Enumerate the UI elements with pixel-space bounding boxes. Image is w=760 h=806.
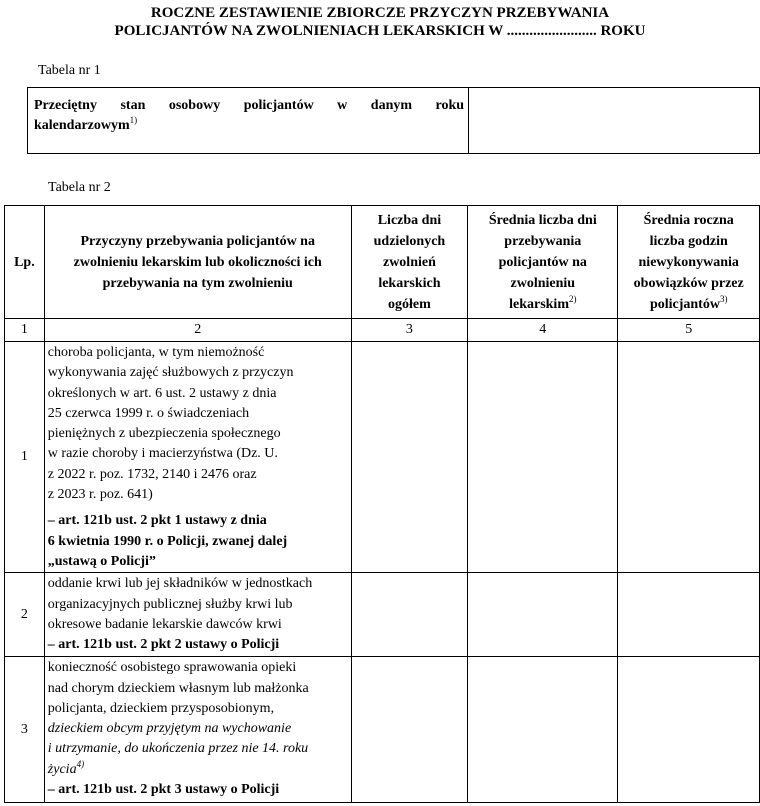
- header-line: zwolnieniu lekarskim lub okoliczności ich: [73, 254, 322, 270]
- row-description-text: [48, 574, 347, 635]
- header-avg-hours: [618, 206, 760, 319]
- footnote-marker-2: 2): [568, 293, 577, 304]
- row-days-total-cell[interactable]: [351, 342, 468, 573]
- header-line: Liczba dni: [377, 212, 442, 228]
- column-numbers-row: [5, 319, 760, 342]
- column-number-2: 2: [44, 319, 351, 342]
- row-description: [44, 342, 351, 573]
- description-line: oddanie krwi lub jej składników w jednostkach: [47, 576, 313, 592]
- table-row: [5, 342, 760, 573]
- header-line: udzielonych: [373, 233, 446, 249]
- row-lp: 3: [5, 657, 45, 803]
- row-legal-basis: [48, 780, 347, 800]
- description-line: pieniężnych z ubezpieczenia społecznego: [47, 426, 281, 442]
- header-avg-hours-last-line: [618, 294, 759, 315]
- row-avg-hours-cell[interactable]: [618, 657, 760, 803]
- header-line: przebywania na tym zwolnieniu: [102, 275, 293, 291]
- header-line: Średnia liczba dni: [488, 212, 597, 228]
- header-avg-hours-text: [618, 210, 759, 294]
- row-avg-hours-cell[interactable]: [618, 342, 760, 573]
- header-line: Średnia roczna: [643, 212, 734, 228]
- description-line: choroba policjanta, w tym niemożność: [47, 345, 265, 360]
- average-staff-label: [28, 88, 469, 154]
- description-italic-line: dzieckiem obcym przyjętym na wychowanie: [47, 721, 292, 737]
- column-number-4: 4: [468, 319, 618, 342]
- label-word: osobowy: [168, 98, 221, 113]
- header-avg-days-last: lekarskim: [509, 296, 569, 312]
- row-description: [44, 573, 351, 657]
- footnote-marker-3: 3): [719, 293, 728, 304]
- column-number-5: 5: [618, 319, 760, 342]
- footnote-marker-1: 1): [129, 115, 138, 125]
- row-avg-days-cell[interactable]: [468, 342, 618, 573]
- header-reasons-text: [45, 231, 351, 294]
- row-description-text: [48, 343, 347, 505]
- table-2: [4, 205, 760, 803]
- table2-label: Tabela nr 2: [48, 180, 111, 195]
- header-line: zwolnieniu: [510, 275, 576, 291]
- row-description-text: [48, 658, 347, 719]
- footnote-marker-4: 4): [76, 758, 85, 769]
- description-line: policjanta, dzieckiem przysposobionym,: [47, 700, 275, 716]
- row-legal-basis: [48, 511, 347, 572]
- legal-basis-line: – art. 121b ust. 2 pkt 2 ustawy o Policji: [47, 637, 280, 653]
- title-line-1: ROCZNE ZESTAWIENIE ZBIORCZE PRZYCZYN PRZEBYWANIA: [150, 5, 610, 21]
- label-word: roku: [435, 98, 465, 113]
- row-days-total-cell[interactable]: [351, 573, 468, 657]
- row-description-italic-last: [48, 760, 347, 780]
- description-line: z 2023 r. poz. 641): [47, 487, 153, 503]
- description-line: okresowe badanie lekarskie dawców krwi: [47, 616, 282, 632]
- header-line: niewykonywania: [638, 254, 739, 270]
- header-line: ogółem: [388, 296, 431, 312]
- header-avg-days-last-line: [468, 294, 617, 315]
- header-reasons: [44, 206, 351, 319]
- column-number-3: 3: [351, 319, 468, 342]
- row-lp: 2: [5, 573, 45, 657]
- header-lp: Lp.: [5, 206, 45, 319]
- row-avg-hours-cell[interactable]: [618, 573, 760, 657]
- header-days-total-text: [352, 210, 468, 315]
- description-line: konieczność osobistego sprawowania opieki: [47, 660, 297, 676]
- header-line: zwolnień: [382, 254, 436, 270]
- label-word: stan: [120, 98, 146, 113]
- description-line: nad chorym dzieckiem własnym lub małżonka: [47, 680, 309, 696]
- average-staff-value-cell[interactable]: [469, 88, 760, 154]
- legal-basis-line: 6 kwietnia 1990 r. o Policji, zwanej dalej: [47, 533, 288, 549]
- header-line: liczba godzin: [649, 233, 728, 249]
- legal-basis-line: „ustawą o Policji”: [47, 553, 156, 569]
- table2-header-row: [5, 206, 760, 319]
- table1-label: Tabela nr 1: [38, 63, 101, 78]
- description-italic-line: i utrzymanie, do ukończenia przez nie 14. roku: [47, 741, 309, 757]
- header-avg-days-text: [468, 210, 617, 294]
- label-word: danym: [370, 98, 413, 113]
- row-avg-days-cell[interactable]: [468, 657, 618, 803]
- legal-basis-line: – art. 121b ust. 2 pkt 1 ustawy z dnia: [47, 513, 267, 529]
- header-line: Przyczyny przebywania policjantów na: [80, 233, 315, 249]
- table-row: [5, 657, 760, 803]
- label-word: Przeciętny: [34, 98, 97, 113]
- average-staff-label-text: kalendarzowym: [34, 118, 130, 133]
- header-line: policjantów na: [498, 254, 587, 270]
- average-staff-label-line-1: [34, 96, 464, 116]
- description-line: wykonywania zajęć służbowych z przyczyn: [47, 365, 294, 381]
- description-line: 25 czerwca 1999 r. o świadczeniach: [47, 405, 250, 421]
- label-word: w: [337, 98, 348, 113]
- title-line-2: POLICJANTÓW NA ZWOLNIENIACH LEKARSKICH W ........................ ROKU: [114, 23, 646, 39]
- column-number-1: 1: [5, 319, 45, 342]
- header-avg-days: [468, 206, 618, 319]
- average-staff-label-line-2: [34, 116, 464, 136]
- header-days-total: [351, 206, 468, 319]
- row-lp: 1: [5, 342, 45, 573]
- table1-row: [28, 88, 760, 154]
- table-1: [27, 87, 760, 154]
- legal-basis-line: – art. 121b ust. 2 pkt 3 ustawy o Policji: [47, 782, 280, 798]
- description-line: organizacyjnych publicznej służby krwi lub: [47, 596, 293, 612]
- header-line: przebywania: [504, 233, 582, 249]
- table-row: [5, 573, 760, 657]
- description-line: określonych w art. 6 ust. 2 ustawy z dnia: [47, 385, 277, 401]
- row-avg-days-cell[interactable]: [468, 573, 618, 657]
- row-description: [44, 657, 351, 803]
- description-line: z 2022 r. poz. 1732, 2140 i 2476 oraz: [47, 466, 257, 482]
- row-legal-basis: [48, 635, 347, 655]
- document-title: [0, 4, 760, 40]
- italic-last-word: życia: [47, 761, 77, 777]
- header-line: lekarskich: [378, 275, 441, 291]
- description-line: w razie choroby i macierzyństwa (Dz. U.: [47, 446, 278, 462]
- header-avg-hours-last: policjantów: [649, 296, 720, 312]
- row-description-italic: [48, 719, 347, 760]
- header-line: obowiązków przez: [633, 275, 744, 291]
- label-word: policjantów: [243, 98, 314, 113]
- row-days-total-cell[interactable]: [351, 657, 468, 803]
